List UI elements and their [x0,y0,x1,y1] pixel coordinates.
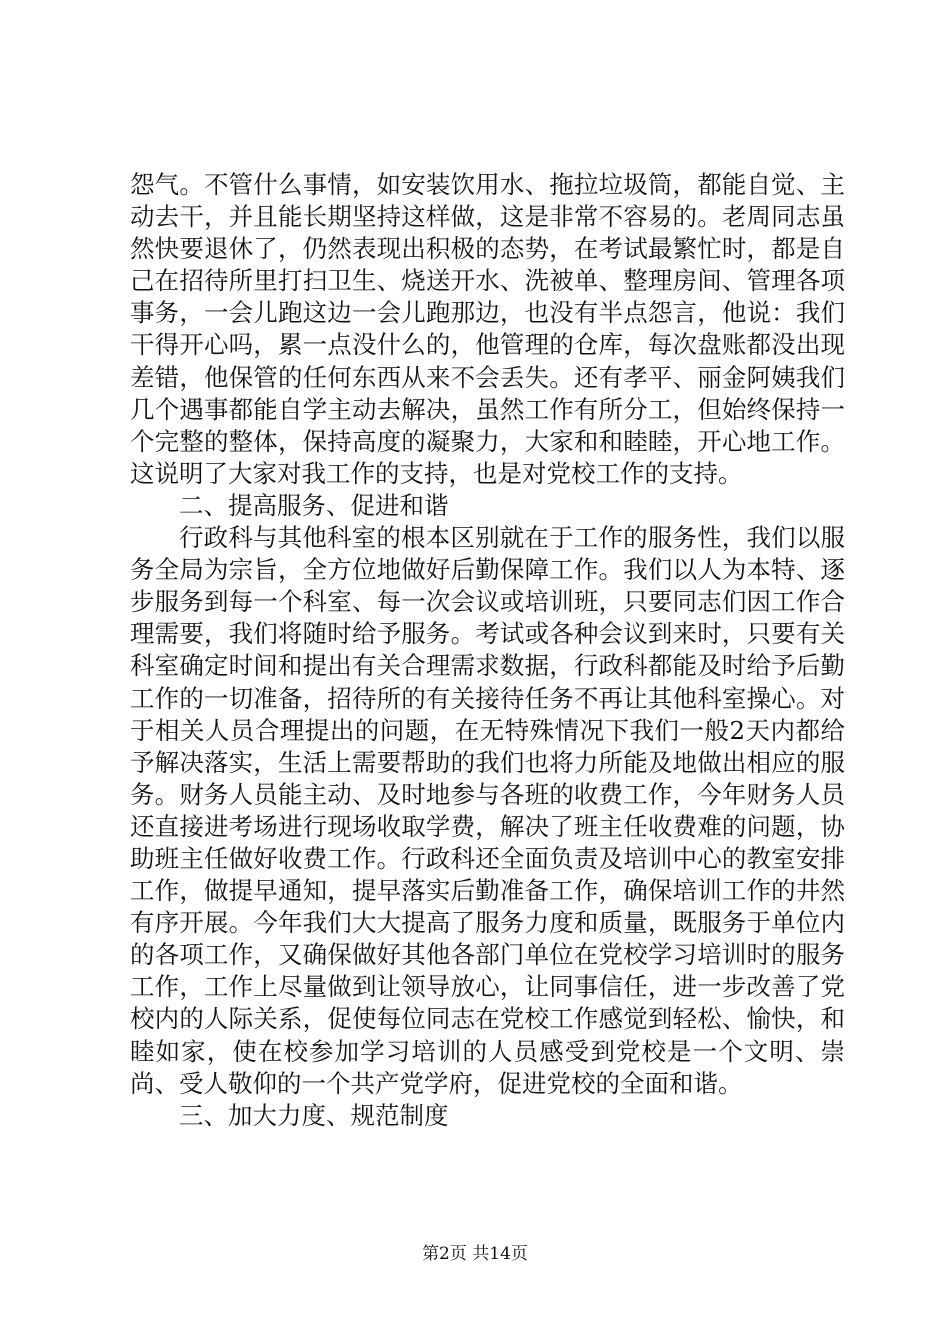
document-body [130,169,845,1132]
section-heading-two: 二、提高服务、促进和谐 [179,490,449,520]
page-footer: 第2页 共14页 [422,1244,528,1264]
paragraph-service: 行政科与其他科室的根本区别就在于工作的服务性，我们以服务全局为宗旨，全方位地做好后勤保障工作。我们以人为本特、逐步服务到每一个科室、每一次会议或培训班，只要同志们因工作合理需要，我们将随时给予服务。考试或各种会议到来时，只要有关科室确定时间和提出有关合理需求数据，行政科都能及时给予后勤工作的一切准备，招待所的有关接待任务不再让其他科室操心。对于相关人员合理提出的问题，在无特殊情况下我们一般2天内都给予解决落实，生活上需要帮助的我们也将力所能及地做出相应的服务。财务人员能主动、及时地参与各班的收费工作，今年财务人员还直接进考场进行现场收取学费，解决了班主任收费难的问题，协助班主任做好收费工作。行政科还全面负责及培训中心的教室安排工作，做提早通知，提早落实后勤准备工作，确保培训工作的井然有序开展。今年我们大大提高了服务力度和质量，既服务于单位内的各项工作，又确保做好其他各部门单位在党校学习培训时的服务工作，工作上尽量做到让领导放心，让同事信任，进一步改善了党校内的人际关系，促使每位同志在党校工作感觉到轻松、愉快，和睦如家，使在校参加学习培训的人员感受到党校是一个文明、崇尚、受人敬仰的一个共产党学府，促进党校的全面和谐。 [130,523,845,1098]
paragraph-continuation: 怨气。不管什么事情，如安装饮用水、拖拉垃圾筒，都能自觉、主动去干，并且能长期坚持这样做，这是非常不容易的。老周同志虽然快要退休了，仍然表现出积极的态势，在考试最繁忙时，都是自己在招待所里打扫卫生、烧送开水、洗被单、整理房间、管理各项事务，一会儿跑这边一会儿跑那边，也没有半点怨言，他说：我们干得开心吗，累一点没什么的，他管理的仓库，每次盘账都没出现差错，他保管的任何东西从来不会丢失。还有孝平、丽金阿姨我们几个遇事都能自学主动去解决，虽然工作有所分工，但始终保持一个完整的整体，保持高度的凝聚力，大家和和睦睦，开心地工作。这说明了大家对我工作的支持，也是对党校工作的支持。 [130,170,845,488]
section-heading-three: 三、加大力度、规范制度 [179,1100,449,1130]
